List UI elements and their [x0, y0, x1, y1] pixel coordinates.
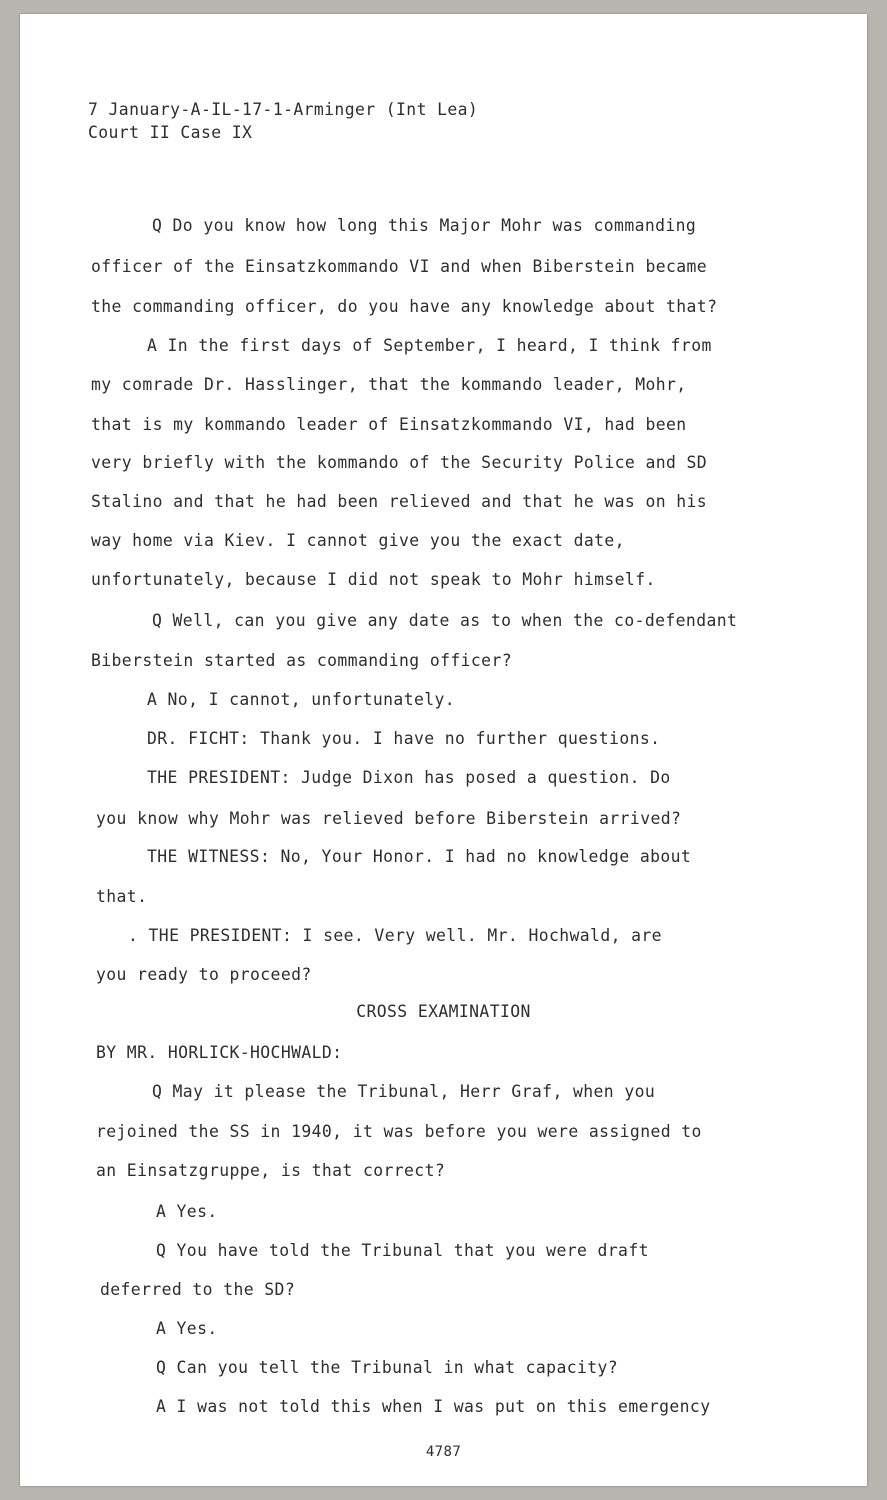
- transcript-line: A In the first days of September, I heard, I think from: [147, 336, 712, 355]
- page-number: 4787: [425, 1444, 462, 1460]
- transcript-line: Q May it please the Tribunal, Herr Graf, when you: [152, 1082, 656, 1101]
- transcript-line: officer of the Einsatzkommando VI and when Biberstein became: [91, 257, 708, 276]
- transcript-line: DR. FICHT: Thank you. I have no further questions.: [147, 729, 661, 748]
- transcript-line: A I was not told this when I was put on this emergency: [156, 1397, 711, 1416]
- transcript-line: Q Can you tell the Tribunal in what capacity?: [156, 1358, 619, 1377]
- transcript-line: Q Well, can you give any date as to when the co-defendant: [152, 611, 738, 630]
- transcript-line: my comrade Dr. Hasslinger, that the kommando leader, Mohr,: [91, 375, 687, 394]
- section-heading: CROSS EXAMINATION: [356, 1002, 531, 1021]
- transcript-line: THE PRESIDENT: Judge Dixon has posed a question. Do: [147, 768, 671, 787]
- transcript-line: way home via Kiev. I cannot give you the exact date,: [91, 531, 625, 550]
- header-line-1: 7 January-A-IL-17-1-Arminger (Int Lea): [88, 100, 479, 119]
- header-line-2: Court II Case IX: [88, 123, 253, 142]
- transcript-line: A No, I cannot, unfortunately.: [147, 690, 456, 709]
- transcript-line: BY MR. HORLICK-HOCHWALD:: [96, 1043, 343, 1062]
- transcript-line: unfortunately, because I did not speak to Mohr himself.: [91, 570, 656, 589]
- transcript-line: deferred to the SD?: [100, 1280, 296, 1299]
- transcript-line: an Einsatzgruppe, is that correct?: [96, 1161, 446, 1180]
- transcript-line: you know why Mohr was relieved before Biberstein arrived?: [96, 809, 682, 828]
- transcript-line: . THE PRESIDENT: I see. Very well. Mr. Hochwald, are: [128, 926, 662, 945]
- transcript-line: that.: [96, 887, 148, 906]
- transcript-line: A Yes.: [156, 1202, 218, 1221]
- transcript-line: Q You have told the Tribunal that you were draft: [156, 1241, 649, 1260]
- transcript-line: you ready to proceed?: [96, 965, 312, 984]
- transcript-line: Biberstein started as commanding officer?: [91, 651, 512, 670]
- transcript-line: rejoined the SS in 1940, it was before you were assigned to: [96, 1122, 702, 1141]
- transcript-line: A Yes.: [156, 1319, 218, 1338]
- transcript-line: very briefly with the kommando of the Security Police and SD: [91, 453, 708, 472]
- transcript-line: THE WITNESS: No, Your Honor. I had no knowledge about: [147, 847, 692, 866]
- document-page: [20, 14, 867, 1486]
- transcript-line: the commanding officer, do you have any knowledge about that?: [91, 297, 718, 316]
- transcript-line: Stalino and that he had been relieved and that he was on his: [91, 492, 708, 511]
- transcript-line: Q Do you know how long this Major Mohr was commanding: [152, 216, 697, 235]
- transcript-line: that is my kommando leader of Einsatzkommando VI, had been: [91, 415, 687, 434]
